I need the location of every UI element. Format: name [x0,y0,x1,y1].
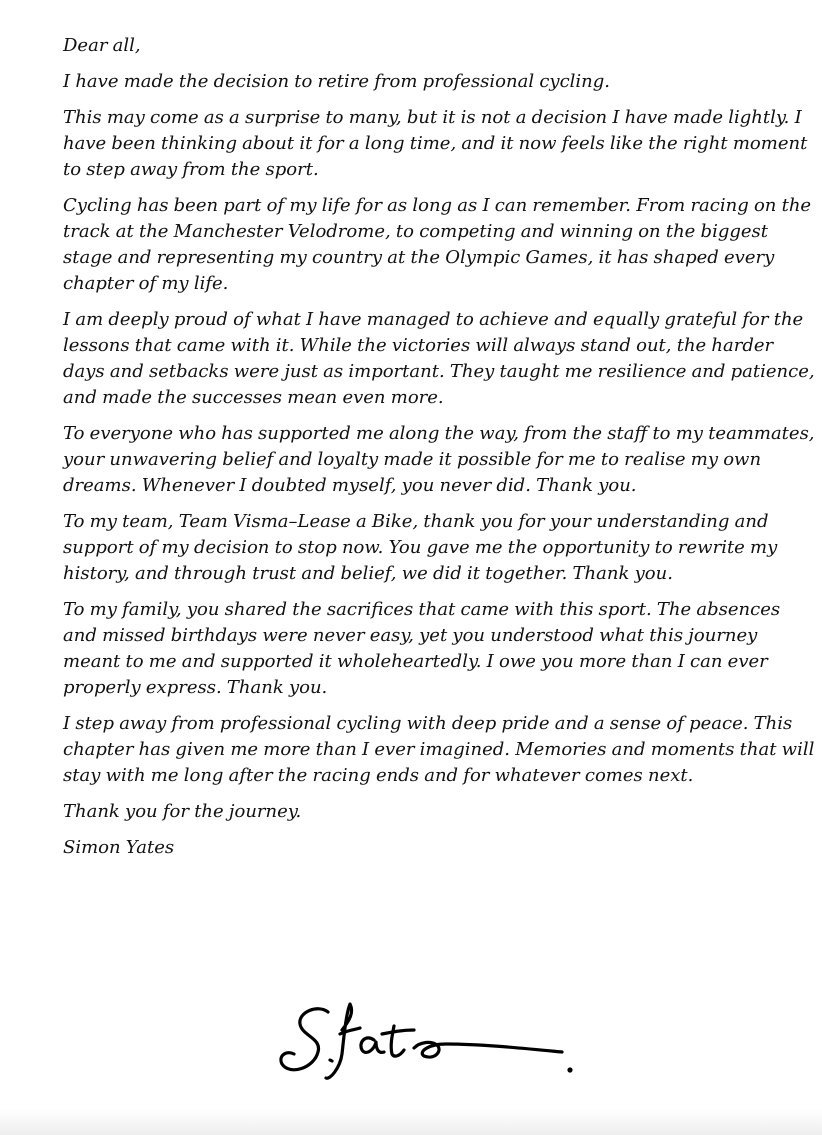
paragraph-1: I have made the decision to retire from professional cycling. [63,71,610,92]
page-bottom-shadow [0,1109,822,1135]
paragraph-8: I step away from professional cycling with deep pride and a sense of peace. This chapter has given me more than I ever imagined. Memories and moments that will stay with me long after the racing ends and for whatever comes next. [63,713,815,786]
paragraph-2: This may come as a surprise to many, but it is not a decision I have made lightly. I have been thinking about it for a long time, and it now feels like the right moment to step away from the sport. [63,107,808,180]
paragraph-7: To my family, you shared the sacrifices that came with this sport. The absences and missed birthdays were never easy, yet you understood what this journey meant to me and supported it wholeheartedly. I owe you more than I can ever properly express. Thank you. [63,599,781,698]
letter-body [63,33,815,871]
closing-line: Thank you for the journey. [63,801,302,822]
paragraph-6: To my team, Team Visma–Lease a Bike, thank you for your understanding and support of my decision to stop now. You gave me the opportunity to rewrite my history, and through trust and belief, we did it together. Thank you. [63,511,778,584]
paragraph-4: I am deeply proud of what I have managed to achieve and equally grateful for the lessons that came with it. While the victories will always stand out, the harder days and setbacks were just as important. They taught me resilience and patience, and made the successes mean even more. [63,309,815,408]
handwritten-signature-icon [270,990,590,1090]
signoff-name: Simon Yates [63,837,175,858]
paragraph-5: To everyone who has supported me along the way, from the staff to my teammates, your unwavering belief and loyalty made it possible for me to realise my own dreams. Whenever I doubted myself, you never did. Thank you. [63,423,815,496]
salutation: Dear all, [63,35,141,56]
paragraph-3: Cycling has been part of my life for as long as I can remember. From racing on the track at the Manchester Velodrome, to competing and winning on the biggest stage and representing my country at the Olympic Games, it has shaped every chapter of my life. [63,195,812,294]
